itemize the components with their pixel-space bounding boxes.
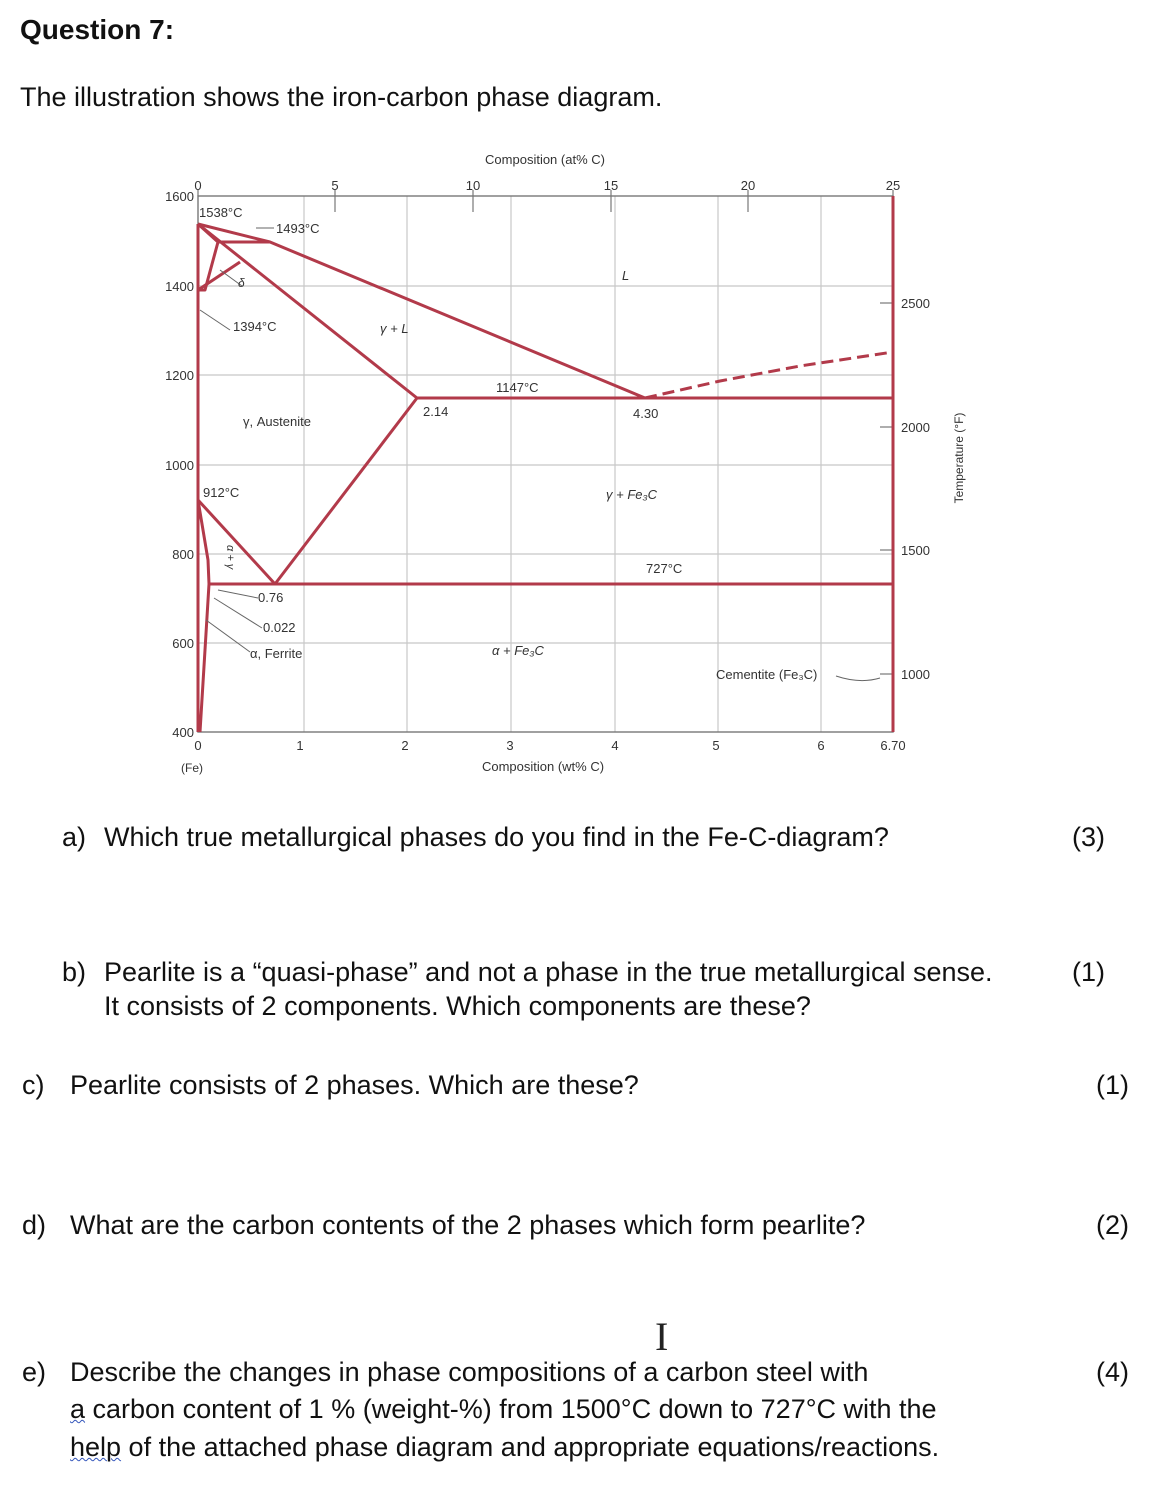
question-c-text: Pearlite consists of 2 phases. Which are these? [70, 1070, 639, 1100]
bottom-tick: 1 [296, 738, 304, 753]
question-title: Question 7: [20, 14, 175, 45]
question-d-label: d) [22, 1210, 47, 1240]
top-tick: 15 [603, 178, 619, 193]
spellcheck-word: a [70, 1394, 86, 1424]
question-e-marks: (4) [1096, 1357, 1129, 1387]
left-tick: 1000 [165, 458, 194, 473]
question-e-line3-rest: of the attached phase diagram and appropriate equations/reactions. [121, 1432, 940, 1462]
label-0-76: 0.76 [258, 590, 284, 605]
right-tick: 1500 [901, 543, 930, 558]
question-intro: The illustration shows the iron-carbon phase diagram. [20, 82, 663, 112]
label-4-30: 4.30 [633, 406, 659, 421]
bottom-tick: 6 [817, 738, 825, 753]
question-a [62, 820, 1122, 854]
bottom-axis-title: Composition (wt% C) [481, 759, 605, 774]
left-tick: 1200 [165, 368, 194, 383]
left-tick: 1600 [165, 189, 194, 204]
top-tick: 20 [740, 178, 756, 193]
question-e-line3 [70, 1430, 939, 1464]
question-e [22, 1355, 1142, 1465]
bottom-tick: 4 [611, 738, 619, 753]
question-b-marks: (1) [1072, 957, 1105, 987]
label-gamma-l: γ + L [380, 321, 409, 336]
iron-carbon-phase-diagram [0, 140, 1170, 790]
left-tick: 600 [172, 636, 194, 651]
question-b-line1: Pearlite is a “quasi-phase” and not a phase in the true metallurgical sense. [104, 957, 993, 987]
question-d [22, 1208, 1142, 1242]
label-0-022: 0.022 [263, 620, 296, 635]
top-axis-title: Composition (at% C) [485, 152, 605, 167]
question-e-label: e) [22, 1357, 47, 1387]
spellcheck-word: help [70, 1432, 122, 1462]
label-912: 912°C [203, 485, 240, 500]
label-cementite: Cementite (Fe₃C) [716, 667, 818, 682]
bottom-sub-label: (Fe) [181, 761, 203, 775]
label-austenite: γ, Austenite [243, 414, 311, 429]
label-delta: δ [238, 276, 245, 290]
label-1493: 1493°C [276, 221, 320, 236]
question-b-line2: It consists of 2 components. Which components are these? [104, 991, 811, 1021]
label-ferrite: α, Ferrite [250, 646, 303, 661]
text-cursor-icon: I [655, 1314, 669, 1359]
label-liquid: L [622, 268, 630, 283]
question-a-text: Which true metallurgical phases do you find in the Fe-C-diagram? [104, 822, 889, 852]
question-e-line1: Describe the changes in phase compositions of a carbon steel with [70, 1357, 869, 1387]
question-d-text: What are the carbon contents of the 2 phases which form pearlite? [70, 1210, 866, 1240]
question-a-marks: (3) [1072, 822, 1105, 852]
label-alpha-gamma: α + γ [224, 545, 236, 570]
right-tick: 2000 [901, 420, 930, 435]
question-c-label: c) [22, 1070, 45, 1100]
label-1394: 1394°C [233, 319, 277, 334]
bottom-tick: 0 [194, 738, 202, 753]
question-d-marks: (2) [1096, 1210, 1129, 1240]
bottom-tick: 5 [712, 738, 720, 753]
label-alpha-fe3c: α + Fe₃C [492, 643, 544, 658]
top-tick: 10 [465, 178, 481, 193]
question-c-marks: (1) [1096, 1070, 1129, 1100]
question-c [22, 1068, 1142, 1102]
right-axis-title: Temperature (°F) [952, 412, 966, 504]
top-tick: 5 [331, 178, 339, 193]
label-1147: 1147°C [496, 380, 539, 395]
top-tick: 0 [194, 178, 202, 193]
question-b-label: b) [62, 957, 87, 987]
bottom-tick: 6.70 [880, 738, 906, 753]
right-tick: 1000 [901, 667, 930, 682]
label-gamma-fe3c: γ + Fe₃C [606, 487, 658, 502]
question-e-line2-rest: carbon content of 1 % (weight-%) from 1500°C down to 727°C with the [85, 1394, 937, 1424]
label-1538: 1538°C [199, 205, 243, 220]
label-2-14: 2.14 [423, 404, 449, 419]
left-tick: 1400 [165, 279, 194, 294]
question-a-label: a) [62, 822, 87, 852]
question-b [62, 955, 1122, 1025]
right-tick: 2500 [901, 296, 930, 311]
top-tick: 25 [885, 178, 901, 193]
label-727: 727°C [646, 561, 683, 576]
question-e-line2 [70, 1392, 937, 1426]
left-tick: 800 [172, 547, 194, 562]
left-tick: 400 [172, 725, 194, 740]
bottom-tick: 3 [506, 738, 514, 753]
bottom-tick: 2 [401, 738, 409, 753]
